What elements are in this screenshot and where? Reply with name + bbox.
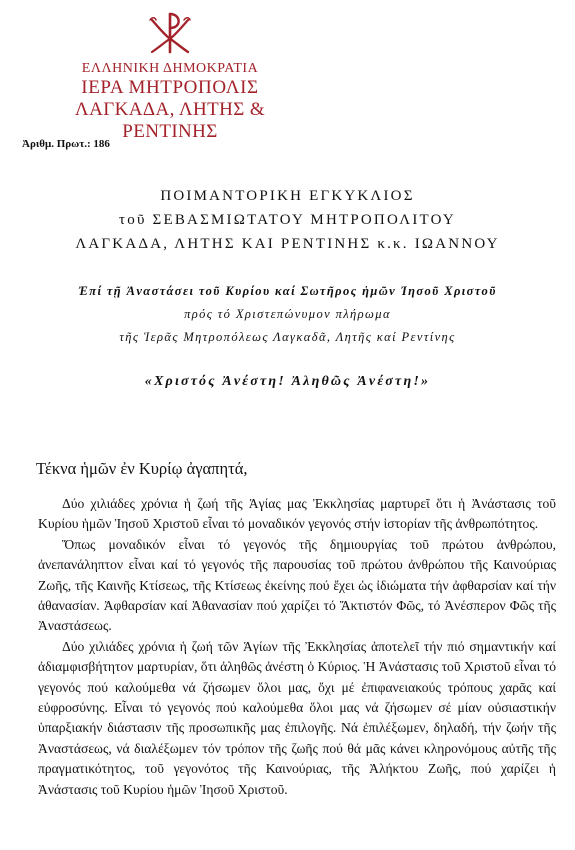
salutation: Τέκνα ἡμῶν ἐν Κυρίῳ ἀγαπητά,	[36, 459, 248, 478]
subtitle-line-2: πρός τό Χριστεπώνυμον πλήρωμα	[184, 307, 391, 321]
protocol-number: Ἀριθμ. Πρωτ.: 186	[22, 138, 110, 150]
letterhead-line-1: ΕΛΛΗΝΙΚΗ ΔΗΜΟΚΡΑΤΙΑ	[81, 61, 259, 76]
subtitle-line-1: Ἐπί τῇ Ἀναστάσει τοῦ Κυρίου καί Σωτῆρος ἡμῶν Ἰησοῦ Χριστοῦ	[78, 284, 497, 298]
letterhead	[40, 8, 300, 143]
paragraph: Δύο χιλιάδες χρόνια ἡ ζωή τῶν Ἁγίων τῆς Ἐκκλησίας ἀποτελεῖ τήν πιό σημαντικήν καί ἀδιαμφισβήτητον μαρτυρίαν, ὅτι ἀληθῶς ἀνέστη ὁ Κύριος. Ἡ Ἀνάστασις τοῦ Χριστοῦ εἶναι τό γεγονός πού καλούμεθα νά ζήσωμεν ὅλοι μας, ὄχι μέ ἐπιφανειακούς τρόπους χαρᾶς καί εὐφροσύνης. Εἶναι τό γεγονός πού καλούμεθα ὅλοι μας νά ζήσωμεν σέ μίαν οὐσιαστικήν ὑπαρξιακήν διάστασιν τῆς προσωπικῆς μας ἐπιλογῆς. Νά ἐπιλέξωμεν, δηλαδή, τήν ζωήν τῆς Ἀναστάσεως, νά διαλέξωμεν τόν τρόπον τῆς ζωῆς πού θά μᾶς κάνει κληρονόμους αὐτῆς τῆς πραγματικότητος, τοῦ γεγονότος τῆς Καινούριας, τῆς Ἀλήκτου Ζωῆς, πού χαρίζει ἡ Ἀνάστασις τοῦ Κυρίου ἡμῶν Ἰησοῦ Χριστοῦ.	[38, 638, 556, 797]
paschal-greeting: «Χριστός Ἀνέστη! Ἀληθῶς Ἀνέστη!»	[144, 374, 431, 389]
paragraph: Δύο χιλιάδες χρόνια ἡ ζωή τῆς Ἁγίας μας Ἐκκλησίας μαρτυρεῖ ὅτι ἡ Ἀνάστασις τοῦ Κυρίου ἡμῶν Ἰησοῦ Χριστοῦ εἶναι τό μοναδικόν γεγονός στήν ἱστορίαν τῆς ἀνθρωπότητος.	[38, 496, 556, 532]
paragraph: Ὅπως μοναδικόν εἶναι τό γεγονός τῆς δημιουργίας τοῦ πρώτου ἀνθρώπου, ἀνεπανάληπτον εἶναι καί τό γεγονός τῆς παρουσίας τοῦ πρώτου ἀνθρώπου τῆς Καινούριας Ζωῆς, τῆς Καινῆς Κτίσεως, τῆς Κτίσεως ἐκείνης πού ἔχει ὡς ἰδιώματα τήν ἀφθαρσίαν καί τήν ἀθανασίαν. Ἀφθαρσίαν καί Ἀθανασίαν πού χαρίζει τό Ἄκτιστόν Φῶς, τό Ἀνέσπερον Φῶς τῆς Ἀναστάσεως.	[38, 536, 556, 634]
subtitle-line-3: τῆς Ἱερᾶς Μητροπόλεως Λαγκαδᾶ, Λητῆς καί Ρεντίνης	[119, 330, 456, 344]
title-line-3: ΛΑΓΚΑΔΑ, ΛΗΤΗΣ ΚΑΙ ΡΕΝΤΙΝΗΣ κ.κ. ΙΩΑΝΝΟΥ	[75, 236, 500, 252]
letterhead-line-3: ΛΑΓΚΑΔΑ, ΛΗΤΗΣ & ΡΕΝΤΙΝΗΣ	[74, 99, 266, 142]
title-line-2: τοῦ ΣΕΒΑΣΜΙΩΤΑΤΟΥ ΜΗΤΡΟΠΟΛΙΤΟΥ	[119, 212, 456, 228]
letterhead-line-2: ΙΕΡΑ ΜΗΤΡΟΠΟΛΙΣ	[81, 77, 259, 98]
title-line-1: ΠΟΙΜΑΝΤΟΡΙΚΗ ΕΓΚΥΚΛΙΟΣ	[160, 188, 415, 204]
chi-rho-seal-icon	[147, 8, 193, 56]
subtitle-block	[0, 280, 575, 349]
title-block	[0, 184, 575, 256]
body-text	[38, 494, 556, 800]
